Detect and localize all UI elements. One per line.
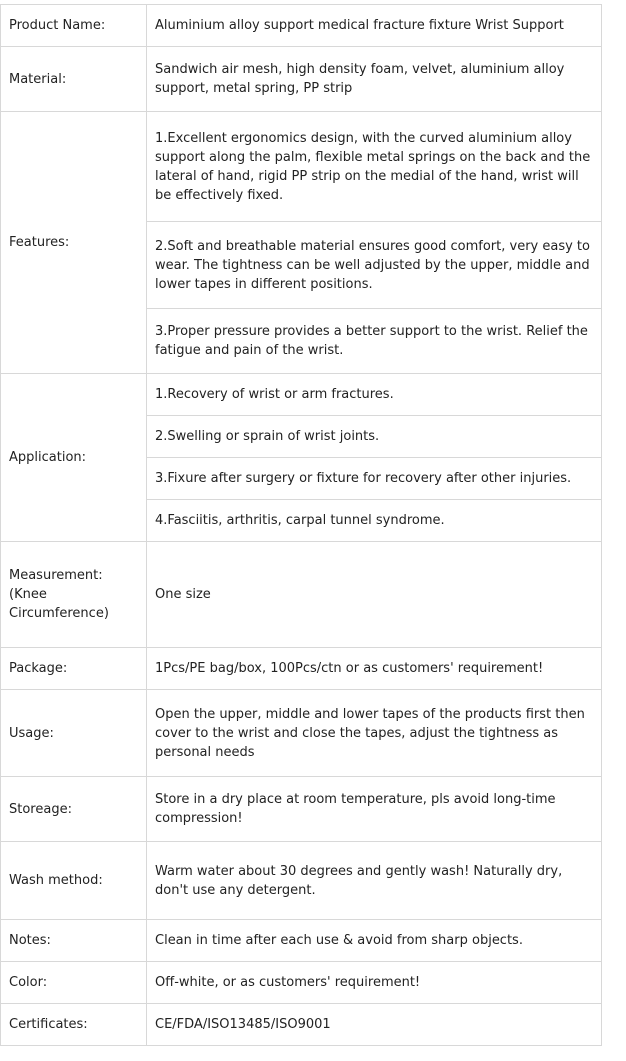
application-item: 1.Recovery of wrist or arm fractures. [147,374,602,416]
table-row [1,777,602,842]
row-value-product-name: Aluminium alloy support medical fracture fixture Wrist Support [147,5,602,47]
application-item: 2.Swelling or sprain of wrist joints. [147,416,602,458]
table-row [1,374,602,416]
table-row [1,690,602,777]
row-label-storage: Storeage: [1,777,147,842]
table-row [1,542,602,648]
feature-item: 1.Excellent ergonomics design, with the curved aluminium alloy support along the palm, flexible metal springs on the back and the lateral of hand, rigid PP strip on the medial of the hand, wrist will be effectively fixed. [147,112,602,222]
row-value-color: Off-white, or as customers' requirement! [147,962,602,1004]
table-row [1,920,602,962]
row-label-features: Features: [1,112,147,374]
product-spec-table [0,4,602,1046]
row-label-package: Package: [1,648,147,690]
row-label-measurement: Measurement: (Knee Circumference) [1,542,147,648]
table-row [1,1004,602,1046]
row-label-application: Application: [1,374,147,542]
table-row [1,962,602,1004]
table-row [1,842,602,920]
row-value-package: 1Pcs/PE bag/box, 100Pcs/ctn or as customers' requirement! [147,648,602,690]
table-row [1,648,602,690]
table-row [1,5,602,47]
table-row [1,47,602,112]
row-label-certificates: Certificates: [1,1004,147,1046]
row-value-material: Sandwich air mesh, high density foam, velvet, aluminium alloy support, metal spring, PP strip [147,47,602,112]
row-label-product-name: Product Name: [1,5,147,47]
row-label-notes: Notes: [1,920,147,962]
row-value-storage: Store in a dry place at room temperature, pls avoid long-time compression! [147,777,602,842]
application-item: 4.Fasciitis, arthritis, carpal tunnel syndrome. [147,500,602,542]
table-row [1,112,602,222]
row-label-color: Color: [1,962,147,1004]
application-item: 3.Fixure after surgery or fixture for recovery after other injuries. [147,458,602,500]
row-value-certificates: CE/FDA/ISO13485/ISO9001 [147,1004,602,1046]
row-label-wash: Wash method: [1,842,147,920]
row-label-usage: Usage: [1,690,147,777]
feature-item: 3.Proper pressure provides a better support to the wrist. Relief the fatigue and pain of the wrist. [147,309,602,374]
row-value-measurement: One size [147,542,602,648]
feature-item: 2.Soft and breathable material ensures good comfort, very easy to wear. The tightness can be well adjusted by the upper, middle and lower tapes in different positions. [147,222,602,309]
row-value-notes: Clean in time after each use & avoid from sharp objects. [147,920,602,962]
row-value-usage: Open the upper, middle and lower tapes of the products first then cover to the wrist and close the tapes, adjust the tightness as personal needs [147,690,602,777]
row-value-wash: Warm water about 30 degrees and gently wash! Naturally dry, don't use any detergent. [147,842,602,920]
row-label-material: Material: [1,47,147,112]
